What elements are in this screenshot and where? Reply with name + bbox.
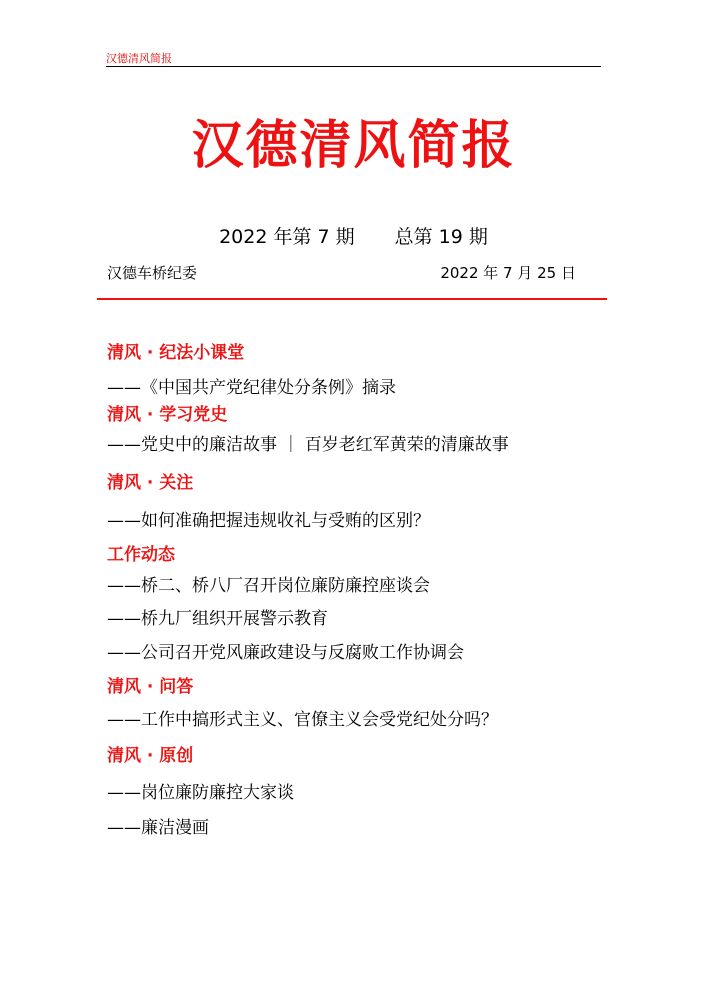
publisher: 汉德车桥纪委 [107,264,198,282]
publication-date: 2022 年 7 月 25 日 [440,264,576,282]
toc-section-wenda: 清风 · 问答 [107,677,194,697]
toc-item[interactable]: ——工作中搞形式主义、官僚主义会受党纪处分吗？ [107,710,498,730]
toc-section-jifa: 清风 · 纪法小课堂 [107,343,245,363]
running-header: 汉德清风简报 [106,52,172,65]
toc-item[interactable]: ——廉洁漫画 [107,818,209,838]
issue-current: 2022 年第 7 期 [219,226,355,248]
toc-section-guanzhu: 清风 · 关注 [107,473,194,493]
toc-item[interactable]: ——桥九厂组织开展警示教育 [107,609,328,629]
toc-item[interactable]: ——桥二、桥八厂召开岗位廉防廉控座谈会 [107,576,430,596]
toc-section-dangshi: 清风 · 学习党史 [107,405,228,425]
toc-item[interactable]: ——《中国共产党纪律处分条例》摘录 [107,378,396,398]
toc-section-gongzuo: 工作动态 [107,545,175,565]
toc-item[interactable]: ——岗位廉防廉控大家谈 [107,783,294,803]
divider-rule [97,298,607,300]
issue-total: 总第 19 期 [394,226,488,248]
toc-item[interactable]: ——如何准确把握违规收礼与受贿的区别？ [107,511,430,531]
header-rule [106,66,601,67]
toc-item[interactable]: ——党史中的廉洁故事 ｜ 百岁老红军黄荣的清廉故事 [107,435,509,455]
masthead-title: 汉德清风简报 [191,116,516,176]
issue-line [0,222,707,249]
toc-section-yuanchuang: 清风 · 原创 [107,746,194,766]
toc-item[interactable]: ——公司召开党风廉政建设与反腐败工作协调会 [107,643,464,663]
